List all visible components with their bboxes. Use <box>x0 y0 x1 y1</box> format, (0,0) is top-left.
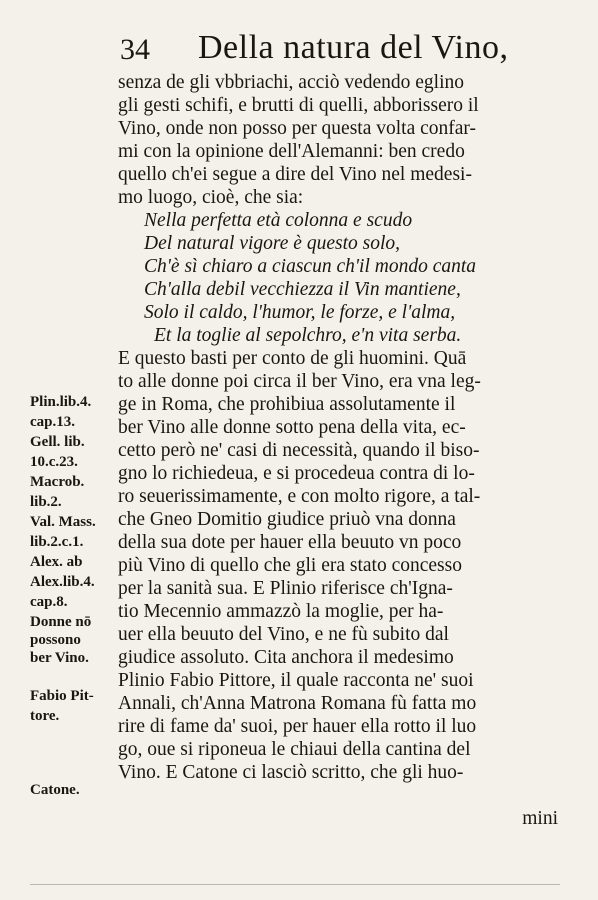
text-line: quello ch'ei segue a dire del Vino nel medesi- <box>118 164 472 185</box>
running-title: Della natura del Vino, <box>198 29 509 66</box>
catchword: mini <box>522 808 558 829</box>
text-line: Annali, ch'Anna Matrona Romana fù fatta mo <box>118 693 477 714</box>
margin-note: lib.2.c.1. <box>30 534 84 550</box>
text-line: mi con la opinione dell'Alemanni: ben credo <box>118 141 465 162</box>
margin-note: Donne nō <box>30 614 92 630</box>
text-line: ro seuerissimamente, e con molto rigore, a tal- <box>118 486 481 507</box>
text-line: mo luogo, cioè, che sia: <box>118 187 304 208</box>
text-line: cetto però ne' casi di necessità, quando il biso- <box>118 440 480 461</box>
page-number: 34 <box>120 33 150 66</box>
text-line: gno lo richiedeua, e si procedeua contra di lo- <box>118 463 475 484</box>
margin-note: cap.8. <box>30 594 68 610</box>
margin-note: Val. Mass. <box>30 514 96 530</box>
text-line: go, oue si riponeua le chiaui della cantina del <box>118 739 471 760</box>
verse-line: Nella perfetta età colonna e scudo <box>144 210 413 231</box>
bottom-rule <box>30 884 560 885</box>
verse-line: Ch'è sì chiaro a ciascun ch'il mondo canta <box>144 256 477 277</box>
verse-line: Del natural vigore è questo solo, <box>144 233 400 254</box>
margin-note: Catone. <box>30 782 80 798</box>
margin-note: Macrob. <box>30 474 85 490</box>
margin-note: Gell. lib. <box>30 434 85 450</box>
margin-note: tore. <box>30 708 60 724</box>
margin-note: lib.2. <box>30 494 62 510</box>
text-line: E questo basti per conto de gli huomini. Quā <box>118 348 467 369</box>
margin-note: ber Vino. <box>30 650 89 666</box>
verse-line: Ch'alla debil vecchiezza il Vin mantiene, <box>144 279 461 300</box>
margin-note: Alex. ab <box>30 554 83 570</box>
margin-note: 10.c.23. <box>30 454 78 470</box>
text-line: senza de gli vbbriachi, acciò vedendo eglino <box>118 72 464 93</box>
text-line: uer ella beuuto del Vino, e ne fù subito dal <box>118 624 449 645</box>
margin-note: cap.13. <box>30 414 75 430</box>
text-line: tio Mecennio ammazzò la moglie, per ha- <box>118 601 444 622</box>
text-line: Vino. E Catone ci lasciò scritto, che gli huo- <box>118 762 464 783</box>
text-line: più Vino di quello che gli era stato concesso <box>118 555 462 576</box>
verse-line: Et la toglie al sepolchro, e'n vita serba. <box>154 325 462 346</box>
text-line: per la sanità sua. E Plinio riferisce ch'Igna- <box>118 578 453 599</box>
text-line: gli gesti schifi, e brutti di quelli, abborissero il <box>118 95 479 116</box>
text-line: che Gneo Domitio giudice priuò vna donna <box>118 509 456 530</box>
margin-note: possono <box>30 632 81 648</box>
text-line: Vino, onde non posso per questa volta confar- <box>118 118 477 139</box>
margin-note: Plin.lib.4. <box>30 394 92 410</box>
verse-line: Solo il caldo, l'humor, le forze, e l'alma, <box>144 302 456 323</box>
text-line: Plinio Fabio Pittore, il quale racconta ne' suoi <box>118 670 474 691</box>
margin-note: Alex.lib.4. <box>30 574 95 590</box>
text-line: della sua dote per hauer ella beuuto vn poco <box>118 532 462 553</box>
page-header <box>120 28 540 72</box>
text-line: giudice assoluto. Cita anchora il medesimo <box>118 647 454 668</box>
margin-note: Fabio Pit- <box>30 688 94 704</box>
text-line: rire di fame da' suoi, per hauer ella rotto il luo <box>118 716 477 737</box>
text-line: ber Vino alle donne sotto pena della vita, ec- <box>118 417 466 438</box>
text-line: ge in Roma, che prohibiua assolutamente il <box>118 394 456 415</box>
text-line: to alle donne poi circa il ber Vino, era vna leg- <box>118 371 481 392</box>
